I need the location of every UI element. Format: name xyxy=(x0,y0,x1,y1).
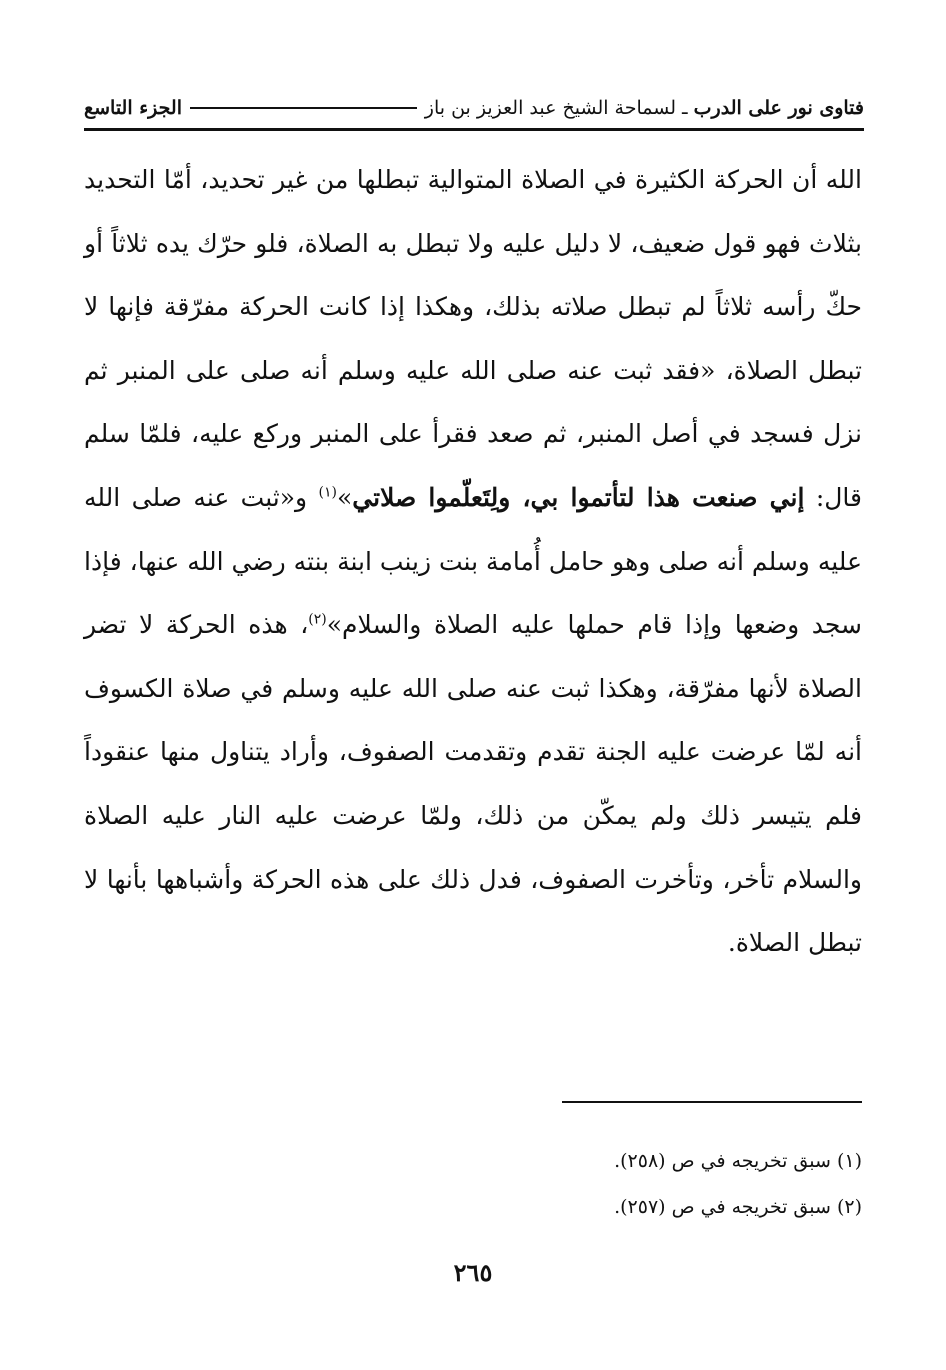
text-run: » xyxy=(337,482,353,512)
main-text xyxy=(84,148,862,975)
footnote-separator xyxy=(562,1101,862,1103)
footnote-ref-2[interactable]: (٢) xyxy=(308,611,327,628)
running-header xyxy=(84,88,864,131)
paragraph xyxy=(84,148,862,975)
text-run: ، هذه الحركة لا تضر الصلاة لأنها مفرّقة، وهكذا ثبت عنه صلى الله عليه وسلم في صلاة الكسوف أنه لمّا عرضت عليه الجنة تقدم وتقدمت الصفوف، وأراد يتناول منها عنقوداً فلم يتيسر ذلك ولم يمكّن من ذلك، ولمّا عرضت عليه النار عليه الصلاة والسلام تأخر، وتأخرت الصفوف، فدل ذلك على هذه الحركة وأشباهها بأنها لا تبطل الصلاة. xyxy=(84,610,862,958)
text-run: و«ثبت عنه صلى الله عليه وسلم أنه صلى وهو حامل أُمامة بنت زينب ابنة بنته رضي الله عنها، فإذا سجد وضعها وإذا قام حملها عليه الصلاة والسلام» xyxy=(84,482,862,640)
footnote-2: (٢) سبق تخريجه في ص (٢٥٧). xyxy=(614,1196,862,1218)
footnote-1: (١) سبق تخريجه في ص (٢٥٨). xyxy=(614,1150,862,1172)
text-run: الله أن الحركة الكثيرة في الصلاة المتوالية تبطلها من غير تحديد، أمّا التحديد بثلاث فهو قول ضعيف، لا دليل عليه ولا تبطل به الصلاة، فلو حرّك يده ثلاثاً أو حكّ رأسه ثلاثاً لم تبطل صلاته بذلك، وهكذا إذا كانت الحركة مفرّقة فإنها لا تبطل الصلاة، «فقد ثبت عنه صلى الله عليه وسلم أنه صلى على المنبر ثم نزل فسجد في أصل المنبر، ثم صعد فقرأ على المنبر وركع عليه، فلمّا سلم قال: xyxy=(84,165,863,512)
book-title: فتاوى نور على الدرب xyxy=(693,97,864,119)
footnotes xyxy=(84,1138,862,1230)
page-number: ٢٦٥ xyxy=(453,1258,493,1287)
hadith-quote: إني صنعت هذا لتأتموا بي، ولِتَعلّموا صلاتي xyxy=(352,482,805,512)
volume-part: الجزء التاسع xyxy=(84,97,182,119)
footnote-ref-1[interactable]: (١) xyxy=(318,484,337,501)
header-dash-rule xyxy=(190,107,417,109)
author-name: ـ لسماحة الشيخ عبد العزيز بن باز xyxy=(424,97,688,119)
